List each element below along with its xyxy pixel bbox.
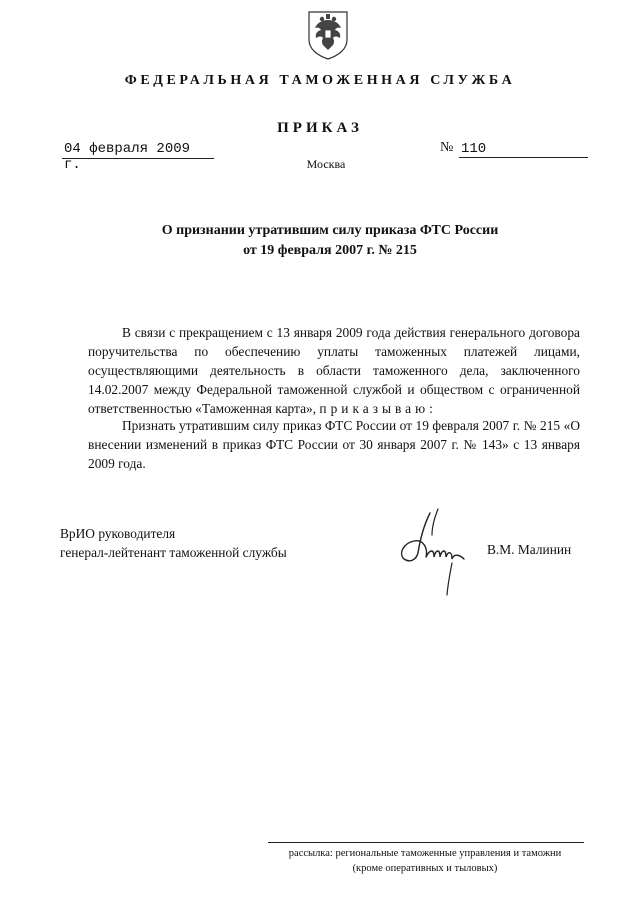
order-word: приказываю:	[319, 401, 437, 416]
title-line-2: от 19 февраля 2007 г. № 215	[243, 243, 417, 258]
document-number: 110	[459, 141, 588, 158]
city: Москва	[306, 157, 346, 171]
distribution-line-2: (кроме оперативных и тыловых)	[352, 863, 498, 874]
distribution-list	[262, 846, 588, 876]
coat-of-arms-emblem	[307, 10, 349, 60]
handwritten-signature	[390, 505, 470, 600]
signatory-position	[60, 524, 287, 562]
position-line-2: генерал-лейтенант таможенной службы	[60, 545, 287, 560]
number-sign: №	[440, 140, 454, 155]
distribution-line-1: рассылка: региональные таможенные управления и таможни	[288, 848, 562, 859]
document-type: ПРИКАЗ	[277, 120, 363, 136]
title-line-1: О признании утратившим силу приказа ФТС России	[161, 223, 499, 238]
document-date: 04 февраля 2009 г.	[62, 141, 214, 159]
body-paragraph-1	[88, 323, 580, 418]
position-line-1: ВрИО руководителя	[60, 526, 176, 541]
body-paragraph-2: Признать утратившим силу приказ ФТС России от 19 февраля 2007 г. № 215 «О внесении изменений в приказ ФТС России от 30 января 2007 г. № 143» с 13 января 2009 года.	[88, 418, 580, 471]
document-number-block	[440, 140, 586, 158]
distribution-divider	[268, 842, 584, 843]
paragraph-1-text: В связи с прекращением с 13 января 2009 года действия генерального договора поручительства по обеспечению уплаты таможенных платежей лицами, осуществляющими деятельность в области таможенного дела, заключенного 14.02.2007 между Федеральной таможенной службой и обществом с ограниченной ответственностью «Таможенная карта»,	[88, 325, 580, 416]
signatory-name: В.М. Малинин	[487, 542, 572, 557]
agency-name: ФЕДЕРАЛЬНАЯ ТАМОЖЕННАЯ СЛУЖБА	[124, 73, 516, 88]
